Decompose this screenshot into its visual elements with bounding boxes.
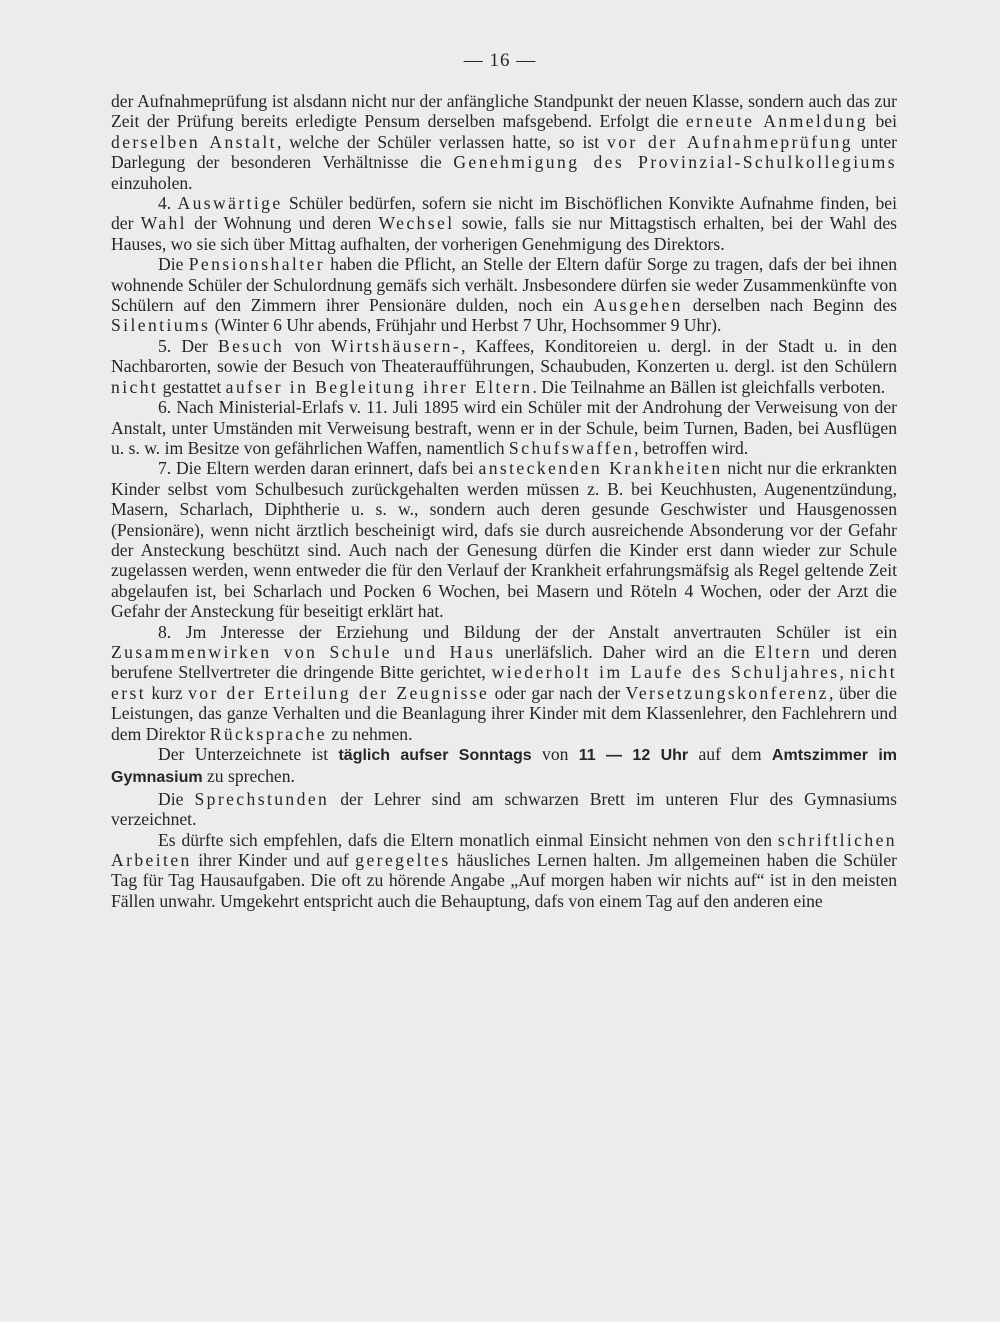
bold-text: Amtszimmer im Gymnasium bbox=[111, 747, 898, 787]
spaced-text: Silentiums bbox=[111, 315, 211, 336]
spaced-text: Besuch bbox=[217, 335, 285, 356]
text-segment: häusliches Lernen halten. Jm allgemeinen haben die Schüler Tag für Tag Hausaufgaben. Die oft zu hörende Angabe „Auf morgen haben wir nichts auf“ ist in den meisten Fällen unwahr. Umgekehrt entspricht auch die Behauptung, dafs von einem Tag auf den anderen eine bbox=[111, 850, 897, 911]
spaced-text: schriftlichen Arbeiten bbox=[111, 829, 897, 871]
text-segment: 5. Der bbox=[158, 335, 218, 356]
bold-text: 11 — 12 Uhr bbox=[578, 747, 689, 764]
spaced-text: Zusammenwirken von Schule und Haus bbox=[111, 641, 496, 662]
text-segment: , Kaffees, Konditoreien u. dergl. in der Stadt u. in den Nachbarorten, sowie der Besuch von Theateraufführungen, Schaubuden, Konzerten u. dergl. ist den Schülern bbox=[111, 335, 897, 377]
paragraph bbox=[111, 622, 897, 744]
spaced-text: Wechsel bbox=[378, 213, 455, 234]
spaced-text: Versetzungskonferenz bbox=[625, 682, 830, 703]
text-segment: kurz bbox=[146, 682, 189, 703]
body-text bbox=[111, 91, 897, 911]
spaced-text: vor der Erteilung der Zeugnisse bbox=[188, 682, 490, 703]
spaced-text: Rücksprache bbox=[209, 723, 327, 744]
spaced-text: Ausgehen bbox=[593, 295, 683, 316]
text-segment: , über die Leistungen, das ganze Verhalten und die Beanlagung ihrer Kinder mit dem Klassenlehrer, den Fachlehrern und dem Direktor bbox=[111, 682, 897, 744]
text-segment: einzuholen. bbox=[111, 172, 193, 193]
spaced-text: nicht bbox=[111, 376, 159, 397]
text-segment: der Wohnung und deren bbox=[186, 213, 379, 234]
text-segment: , welche der Schüler verlassen hatte, so ist bbox=[276, 131, 607, 152]
text-segment: . Die Teilnahme an Bällen ist gleichfalls verboten. bbox=[532, 376, 886, 397]
text-segment: der Aufnahmeprüfung ist alsdann nicht nur der anfängliche Standpunkt der neuen Klasse, sondern auch das zur Zeit der Prüfung bereits erledigte Pensum derselben mafsgebend. Erfolgt die bbox=[111, 91, 897, 132]
spaced-text: erneute Anmeldung bbox=[685, 111, 868, 132]
page-number: — 16 — bbox=[463, 50, 537, 71]
paragraph bbox=[111, 193, 897, 254]
text-segment: unerläfslich. Daher wird an die bbox=[495, 641, 755, 662]
text-segment: derselben nach Beginn des bbox=[682, 295, 897, 316]
spaced-text: nicht erst bbox=[111, 662, 897, 703]
spaced-text: Auswärtige bbox=[177, 193, 283, 214]
bold-text: täglich aufser Sonntags bbox=[338, 747, 532, 764]
text-segment: bei bbox=[867, 111, 897, 132]
spaced-text: geregeltes bbox=[355, 850, 451, 871]
text-segment: Es dürfte sich empfehlen, dafs die Eltern monatlich einmal Einsicht nehmen von den bbox=[158, 829, 778, 850]
paragraph bbox=[111, 789, 897, 830]
text-segment: haben die Pflicht, an Stelle der Eltern dafür Sorge zu tragen, dafs der bei ihnen wohnende Schüler der Schulordnung gemäfs sich verhält. Jnsbesondere dürfen sie weder Zusammenkünfte von Schülern auf den Zimmern ihrer Pensionäre dulden, noch ein bbox=[111, 254, 897, 316]
text-segment: ihrer Kinder und auf bbox=[191, 850, 356, 871]
text-segment: zu nehmen. bbox=[326, 723, 413, 744]
text-segment: von bbox=[284, 335, 331, 356]
text-segment: und deren berufene Stellvertreter die dringende Bitte gerichtet, bbox=[111, 641, 897, 683]
text-segment: nicht nur die erkrankten Kinder selbst vom Schulbesuch zurückgehalten werden müssen z. B. bei Keuchhusten, Augenentzündung, Masern, Scharlach, Diphtherie u. s. w., sondern auch deren gesunde Geschwister und Hausgenossen (Pensionäre), wenn nicht ärztlich bescheinigt wird, dafs sie durch ausreichende Absonderung vor der Gefahr der Ansteckung beschützt sind. Auch nach der Genesung dürfen die Kinder erst dann wieder zur Schule zugelassen werden, wenn entweder die für den Verlauf der Krankheit erfahrungsmäfsig als Regel geltende Zeit abgelaufen ist, bei Scharlach und Pocken 6 Wochen, bei Masern und Röteln 4 Wochen, oder der Arzt die Gefahr der Ansteckung für beseitigt erklärt hat. bbox=[111, 458, 897, 622]
spaced-text: aufser in Begleitung ihrer Eltern bbox=[225, 376, 533, 397]
spaced-text: derselben Anstalt bbox=[111, 131, 277, 152]
spaced-text: ansteckenden Krankheiten bbox=[478, 458, 723, 479]
text-segment: Der Unterzeichnete ist bbox=[158, 744, 339, 764]
text-segment: 7. Die Eltern werden daran erinnert, dafs bei bbox=[158, 458, 479, 479]
text-segment: , betroffen wird. bbox=[634, 437, 749, 458]
text-segment: Schüler bedürfen, sofern sie nicht im Bischöflichen Konvikte Aufnahme finden, bei der bbox=[111, 193, 897, 234]
spaced-text: Wirtshäusern- bbox=[330, 335, 462, 356]
paragraph bbox=[111, 458, 897, 621]
paragraph bbox=[111, 744, 897, 789]
text-segment: (Winter 6 Uhr abends, Frühjahr und Herbst 7 Uhr, Hochsommer 9 Uhr). bbox=[210, 315, 722, 336]
text-segment: 6. Nach Ministerial-Erlafs v. 11. Juli 1895 wird ein Schüler mit der Androhung der Verweisung von der Anstalt, unter Umständen mit Verweisung bestraft, wenn er in der Schule, beim Turnen, Baden, bei Ausflügen u. s. w. im Besitze von gefährlichen Waffen, namentlich bbox=[111, 397, 897, 458]
spaced-text: Pensionshalter bbox=[188, 254, 325, 275]
spaced-text: wiederholt im Laufe des Schuljahres bbox=[491, 662, 840, 683]
text-segment: Die bbox=[158, 788, 195, 809]
text-segment: oder gar nach der bbox=[489, 682, 626, 703]
spaced-text: Wahl bbox=[140, 213, 187, 234]
spaced-text: vor der Aufnahmeprüfung bbox=[607, 131, 853, 152]
text-segment: sowie, falls sie nur Mittagstisch erhalten, bei der Wahl des Hauses, wo sie sich über Mittag aufhalten, der vorherigen Genehmigung des Direktors. bbox=[111, 213, 898, 254]
paragraph bbox=[111, 830, 897, 912]
spaced-text: Schufswaffen bbox=[508, 437, 635, 458]
paragraph bbox=[111, 336, 897, 397]
text-segment: 4. bbox=[158, 193, 178, 214]
spaced-text: Genehmigung des Provinzial-Schulkollegiums bbox=[453, 152, 898, 173]
text-segment: zu sprechen. bbox=[202, 766, 295, 787]
spaced-text: Sprechstunden bbox=[194, 788, 330, 809]
text-segment: von bbox=[531, 744, 579, 764]
paragraph bbox=[111, 254, 897, 336]
paragraph bbox=[111, 91, 897, 193]
text-segment: unter Darlegung der besonderen Verhältnisse die bbox=[111, 131, 897, 173]
text-segment: 8. Jm Jnteresse der Erziehung und Bildung der der Anstalt anvertrauten Schüler ist ein bbox=[158, 621, 897, 642]
paragraph bbox=[111, 397, 897, 458]
text-segment: gestattet bbox=[158, 376, 226, 397]
text-segment: Die bbox=[158, 254, 189, 275]
text-segment: der Lehrer sind am schwarzen Brett im unteren Flur des Gymnasiums verzeichnet. bbox=[111, 788, 898, 830]
text-segment: auf dem bbox=[688, 744, 772, 764]
spaced-text: Eltern bbox=[754, 641, 813, 662]
text-segment: , bbox=[839, 662, 850, 683]
